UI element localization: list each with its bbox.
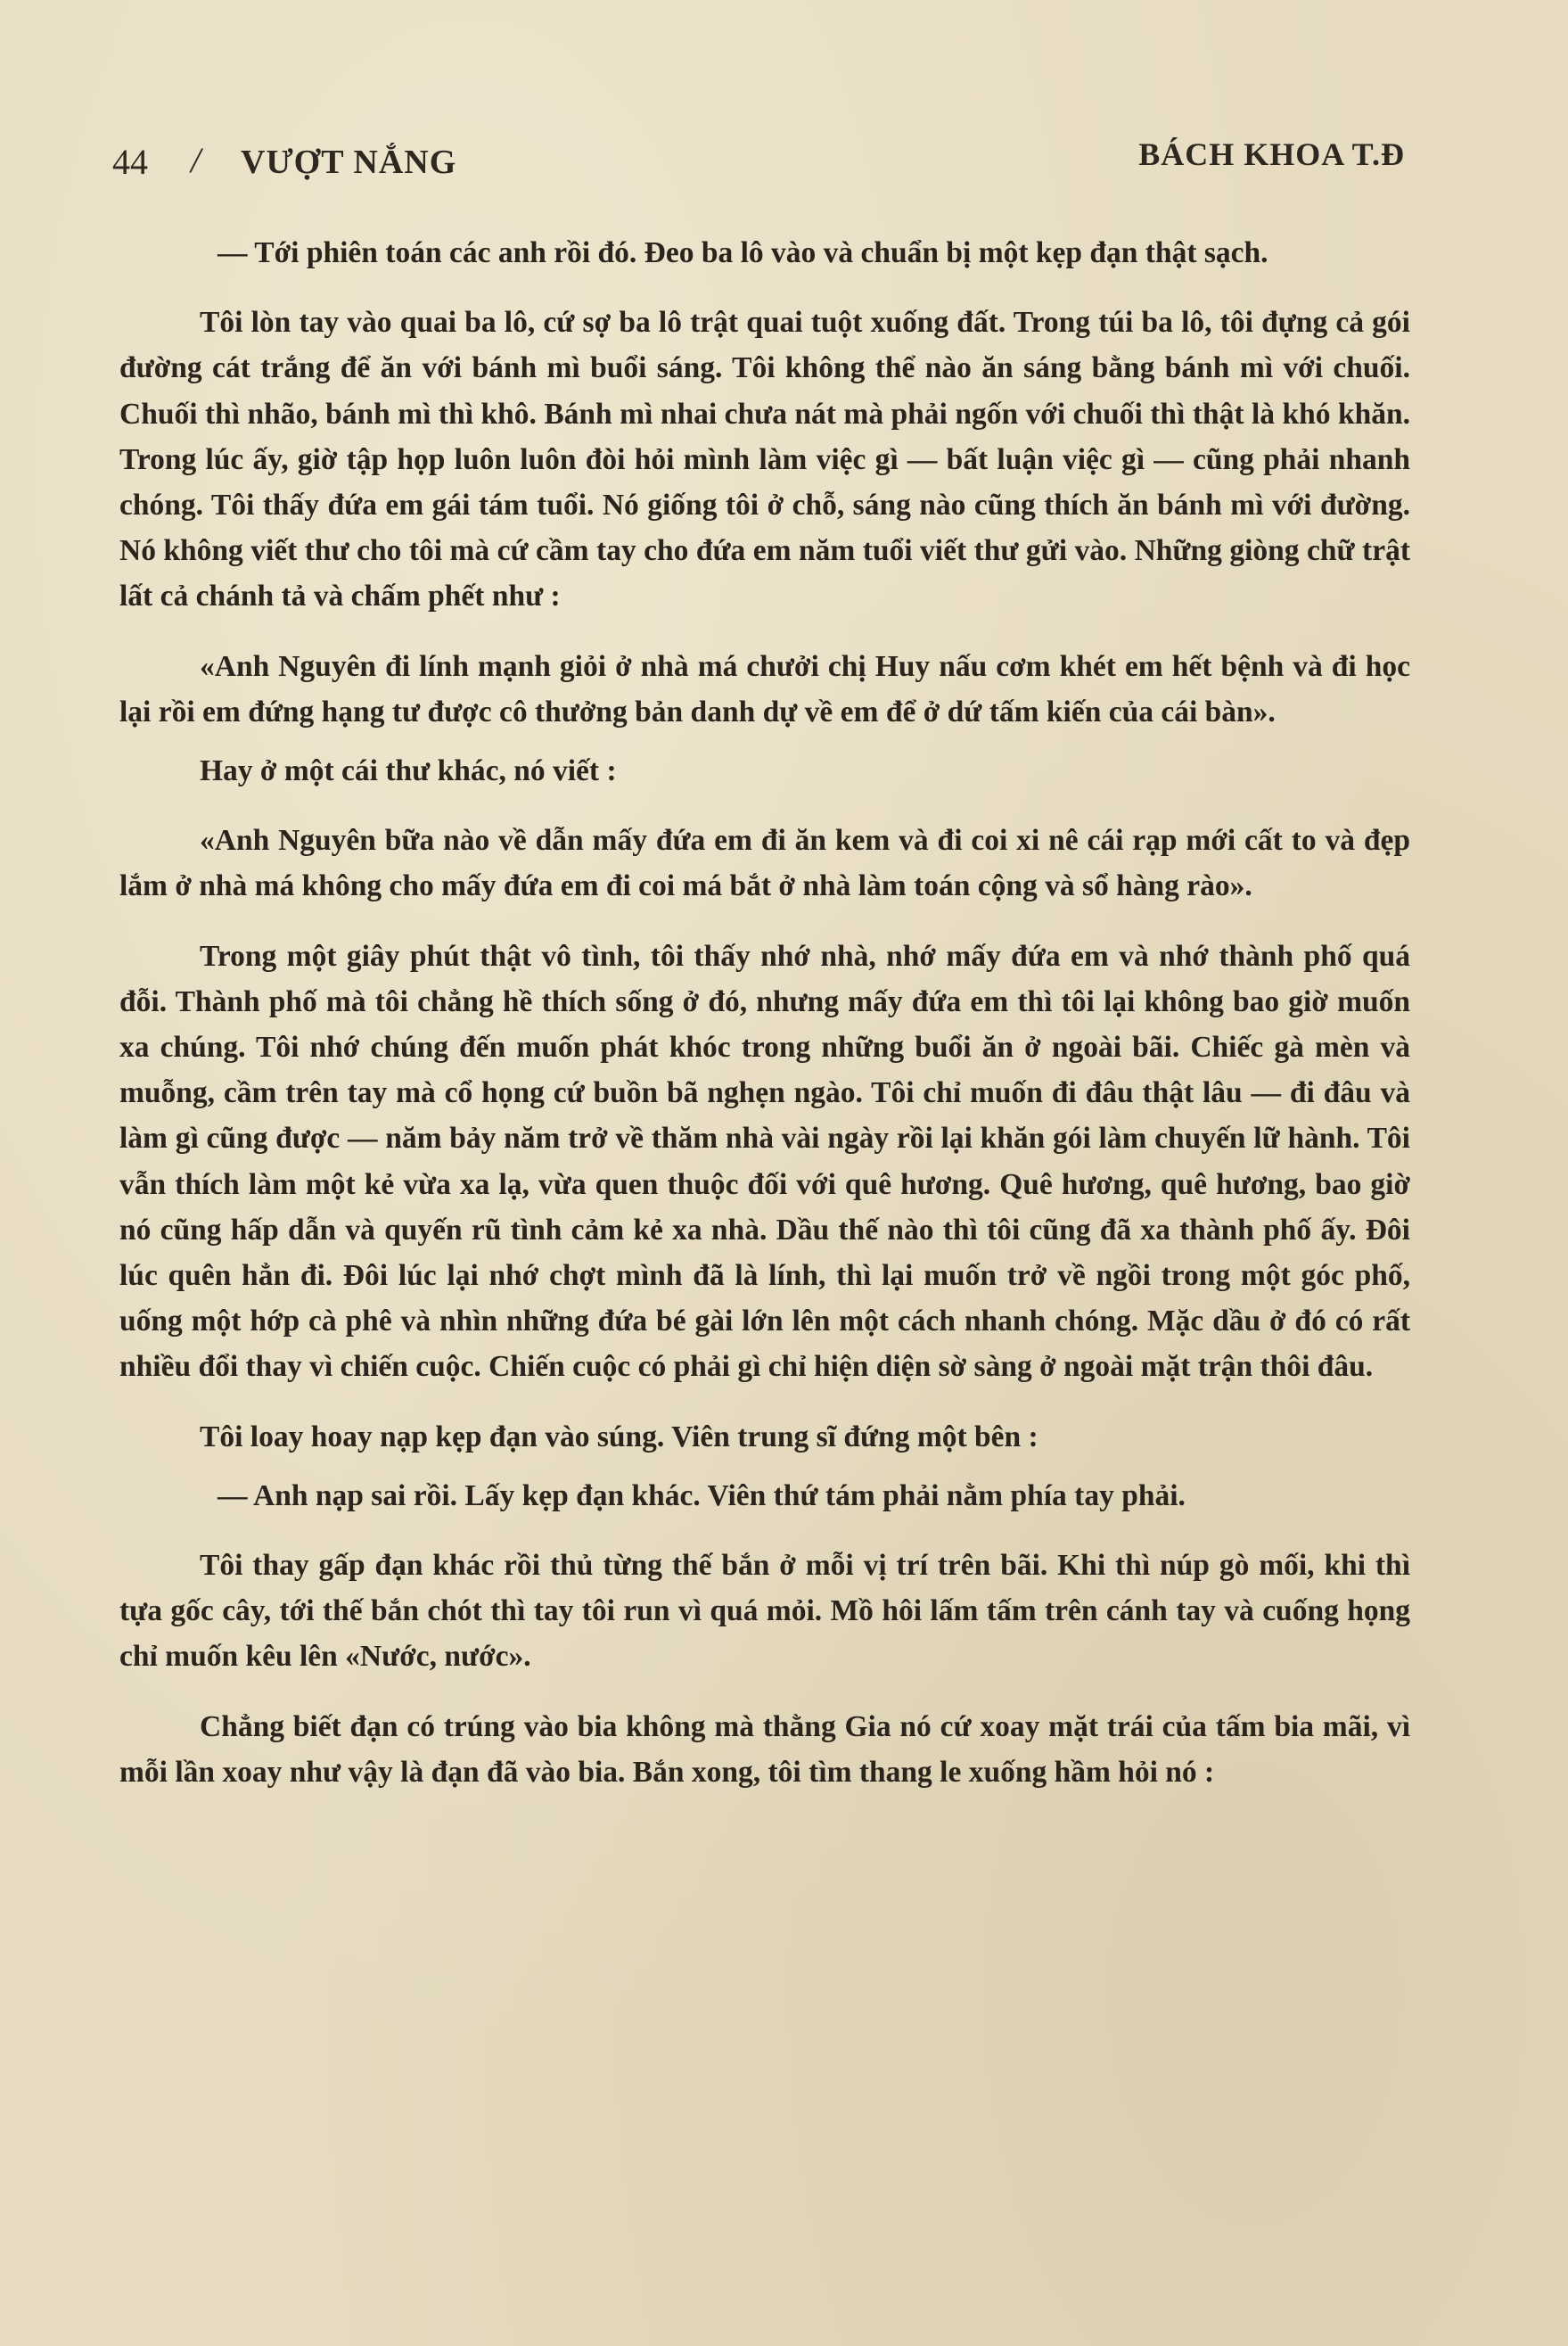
page-header [112,136,1405,189]
paragraph-1: — Tới phiên toán các anh rồi đó. Đeo ba lô vào và chuẩn bị một kẹp đạn thật sạch. [218,236,1268,269]
page-number: 44 [112,142,148,182]
paragraph-7: Tôi loay hoay nạp kẹp đạn vào súng. Viên trung sĩ đứng một bên : [200,1420,1038,1453]
body-text [119,230,1410,1795]
paragraph-9: Tôi thay gấp đạn khác rồi thủ từng thế bắn ở mỗi vị trí trên bãi. Khi thì núp gò mối, khi thì tựa gốc cây, tới thế bắn chót thì tay tôi run vì quá mỏi. Mồ hôi lấm tấm trên cánh tay và cuống họng chỉ muốn kêu lên «Nước, nước». [119,1549,1410,1674]
chapter-title: VƯỢT NẮNG [241,144,457,181]
paragraph-10: Chẳng biết đạn có trúng vào bia không mà thằng Gia nó cứ xoay mặt trái của tấm bia mãi, vì mỗi lần xoay như vậy là đạn đã vào bia. Bắn xong, tôi tìm thang le xuống hầm hỏi nó : [119,1709,1410,1789]
publication-title: BÁCH KHOA T.Đ [1138,136,1405,172]
paragraph-4: Hay ở một cái thư khác, nó viết : [200,754,617,788]
header-separator: / [191,140,201,180]
paragraph-8-dialog: — Anh nạp sai rồi. Lấy kẹp đạn khác. Viên thứ tám phải nằm phía tay phải. [218,1478,1186,1512]
paragraph-2: Tôi lòn tay vào quai ba lô, cứ sợ ba lô trật quai tuột xuống đất. Trong túi ba lô, tôi đựng cả gói đường cát trắng để ăn với bánh mì buổi sáng. Tôi không thể nào ăn sáng bằng bánh mì với chuối. Chuối thì nhão, bánh mì thì khô. Bánh mì nhai chưa nát mà phải ngốn với chuối thì thật là khó khăn. Trong lúc ấy, giờ tập họp luôn luôn đòi hỏi mình làm việc gì — bất luận việc gì — cũng phải nhanh chóng. Tôi thấy đứa em gái tám tuổi. Nó giống tôi ở chỗ, sáng nào cũng thích ăn bánh mì với đường. Nó không viết thư cho tôi mà cứ cầm tay cho đứa em năm tuổi viết thư gửi vào. Những giòng chữ trật lất cả chánh tả và chấm phết như : [119,306,1410,613]
paragraph-6: Trong một giây phút thật vô tình, tôi thấy nhớ nhà, nhớ mấy đứa em và nhớ thành phố quá đỗi. Thành phố mà tôi chẳng hề thích sống ở đó, nhưng mấy đứa em thì tôi lại không bao giờ muốn xa chúng. Tôi nhớ chúng đến muốn phát khóc trong những buổi ăn ở ngoài bãi. Chiếc gà mèn và muỗng, cầm trên tay mà cổ họng cứ buồn bã nghẹn ngào. Tôi chỉ muốn đi đâu thật lâu — đi đâu và làm gì cũng được — năm bảy năm trở về thăm nhà vài ngày rồi lại khăn gói làm chuyến lữ hành. Tôi vẫn thích làm một kẻ vừa xa lạ, vừa quen thuộc đối với quê hương. Quê hương, quê hương, bao giờ nó cũng hấp dẫn và quyến rũ tình cảm kẻ xa nhà. Dầu thế nào thì tôi cũng đã xa thành phố ấy. Đôi lúc quên hẳn đi. Đôi lúc lại nhớ chợt mình đã là lính, thì lại muốn trở về ngồi trong một góc phố, uống một hớp cà phê và nhìn những đứa bé gài lớn lên một cách nhanh chóng. Mặc dầu ở đó có rất nhiều đổi thay vì chiến cuộc. Chiến cuộc có phải gì chỉ hiện diện sờ sàng ở ngoài mặt trận thôi đâu. [119,939,1410,1384]
paragraph-5-letter-quote: «Anh Nguyên bữa nào về dẫn mấy đứa em đi ăn kem và đi coi xi nê cái rạp mới cất to và đẹp lắm ở nhà má không cho mấy đứa em đi coi má bắt ở nhà làm toán cộng và sổ hàng rào». [119,824,1410,903]
paragraph-3-letter-quote: «Anh Nguyên đi lính mạnh giỏi ở nhà má chưởi chị Huy nấu cơm khét em hết bệnh và đi học lại rồi em đứng hạng tư được cô thưởng bản danh dự về em để ở dứ tấm kiến của cái bàn». [119,649,1410,728]
